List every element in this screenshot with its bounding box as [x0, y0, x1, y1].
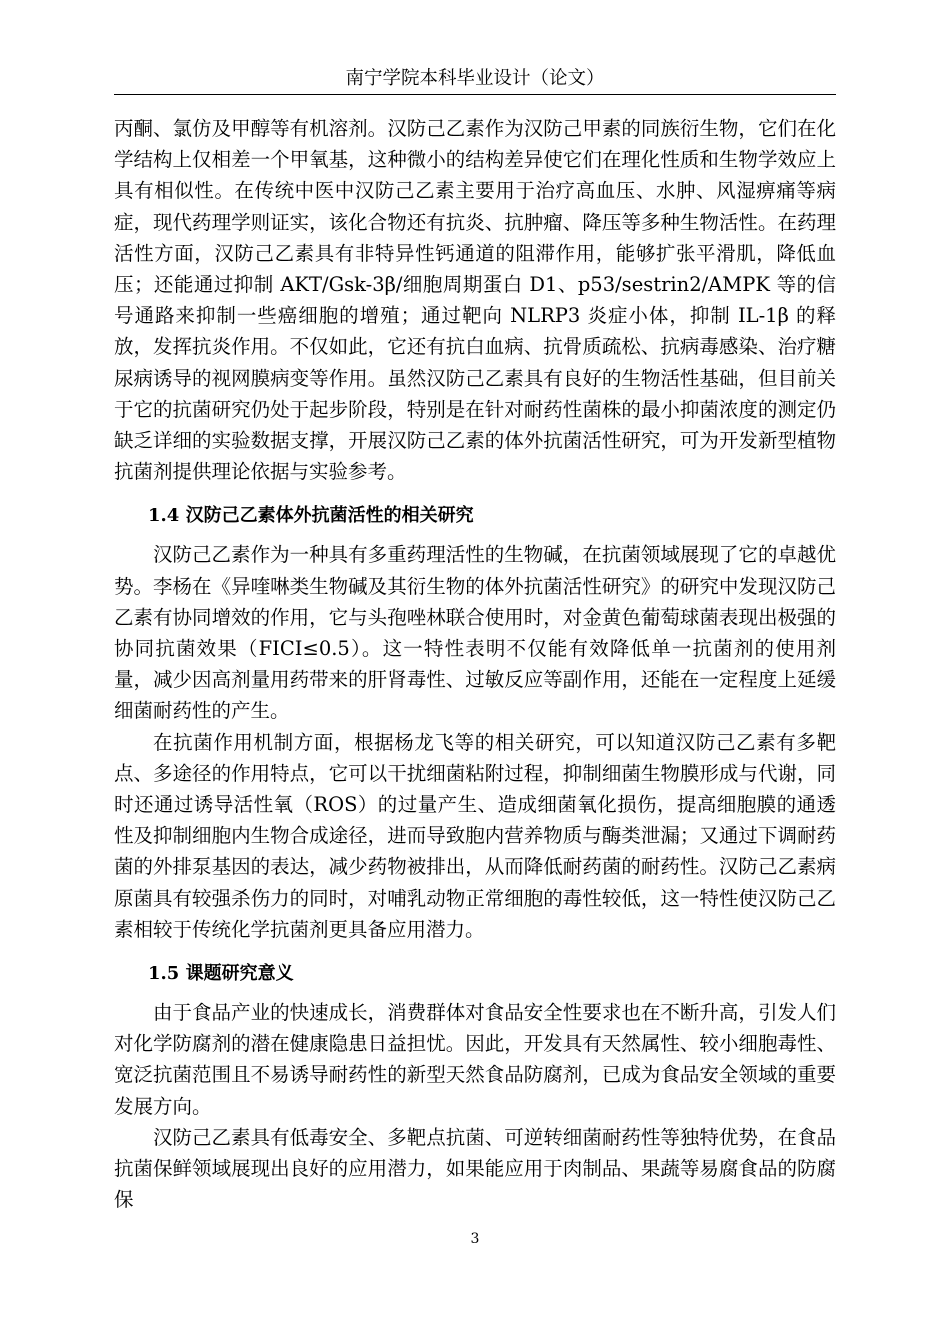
document-body [114, 113, 836, 1216]
paragraph-antibacterial-advantage: 汉防己乙素作为一种具有多重药理活性的生物碱，在抗菌领域展现了它的卓越优势。李杨在《异喹啉类生物碱及其衍生物的体外抗菌活性研究》的研究中发现汉防己乙素有协同增效的作用，它与头孢唑林联合使用时，对金黄色葡萄球菌表现出极强的协同抗菌效果（FICI≤0.5）。这一特性表明不仅能有效降低单一抗菌剂的使用剂量，减少因高剂量用药带来的肝肾毒性、过敏反应等副作用，还能在一定程度上延缓细菌耐药性的产生。 [114, 543, 836, 723]
page-number: 3 [470, 1231, 480, 1247]
paragraph-antibacterial-mechanism: 在抗菌作用机制方面，根据杨龙飞等的相关研究，可以知道汉防己乙素有多靶点、多途径的作用特点，它可以干扰细菌粘附过程，抑制细菌生物膜形成与代谢，同时还通过诱导活性氧（ROS）的过量产生、造成细菌氧化损伤，提高细胞膜的通透性及抑制细胞内生物合成途径，进而导致胞内营养物质与酶类泄漏；又通过下调耐药菌的外排泵基因的表达，减少药物被排出，从而降低耐药菌的耐药性。汉防己乙素病原菌具有较强杀伤力的同时，对哺乳动物正常细胞的毒性较低，这一特性使汉防己乙素相较于传统化学抗菌剂更具备应用潜力。 [114, 730, 836, 941]
paragraph-application-potential: 汉防己乙素具有低毒安全、多靶点抗菌、可逆转细菌耐药性等独特优势，在食品抗菌保鲜领域展现出良好的应用潜力，如果能应用于肉制品、果蔬等易腐食品的防腐保 [114, 1125, 836, 1212]
section-heading-1-4: 1.4 汉防己乙素体外抗菌活性的相关研究 [148, 505, 474, 527]
paragraph-continuation: 丙酮、氯仿及甲醇等有机溶剂。汉防己乙素作为汉防己甲素的同族衍生物，它们在化学结构上仅相差一个甲氧基，这种微小的结构差异使它们在理化性质和生物学效应上具有相似性。在传统中医中汉防己乙素主要用于治疗高血压、水肿、风湿痹痛等病症，现代药理学则证实，该化合物还有抗炎、抗肿瘤、降压等多种生物活性。在药理活性方面，汉防己乙素具有非特异性钙通道的阻滞作用，能够扩张平滑肌，降低血压；还能通过抑制 AKT/Gsk-3β/细胞周期蛋白 D1、p53/sestrin2/AMPK 等的信号通路来抑制一些癌细胞的增殖；通过靶向 NLRP3 炎症小体，抑制 IL-1β 的释放，发挥抗炎作用。不仅如此，它还有抗白血病、抗骨质疏松、抗病毒感染、治疗糖尿病诱导的视网膜病变等作用。虽然汉防己乙素具有良好的生物活性基础，但目前关于它的抗菌研究仍处于起步阶段，特别是在针对耐药性菌株的最小抑菌浓度的测定仍缺乏详细的实验数据支撑，开展汉防己乙素的体外抗菌活性研究，可为开发新型植物抗菌剂提供理论依据与实验参考。 [114, 117, 836, 484]
page-header: 南宁学院本科毕业设计（论文） [114, 66, 836, 95]
section-heading-1-5: 1.5 课题研究意义 [148, 963, 294, 985]
paragraph-food-safety: 由于食品产业的快速成长，消费群体对食品安全性要求也在不断升高，引发人们对化学防腐剂的潜在健康隐患日益担忧。因此，开发具有天然属性、较小细胞毒性、宽泛抗菌范围且不易诱导耐药性的新型天然食品防腐剂，已成为食品安全领域的重要发展方向。 [114, 1001, 836, 1118]
